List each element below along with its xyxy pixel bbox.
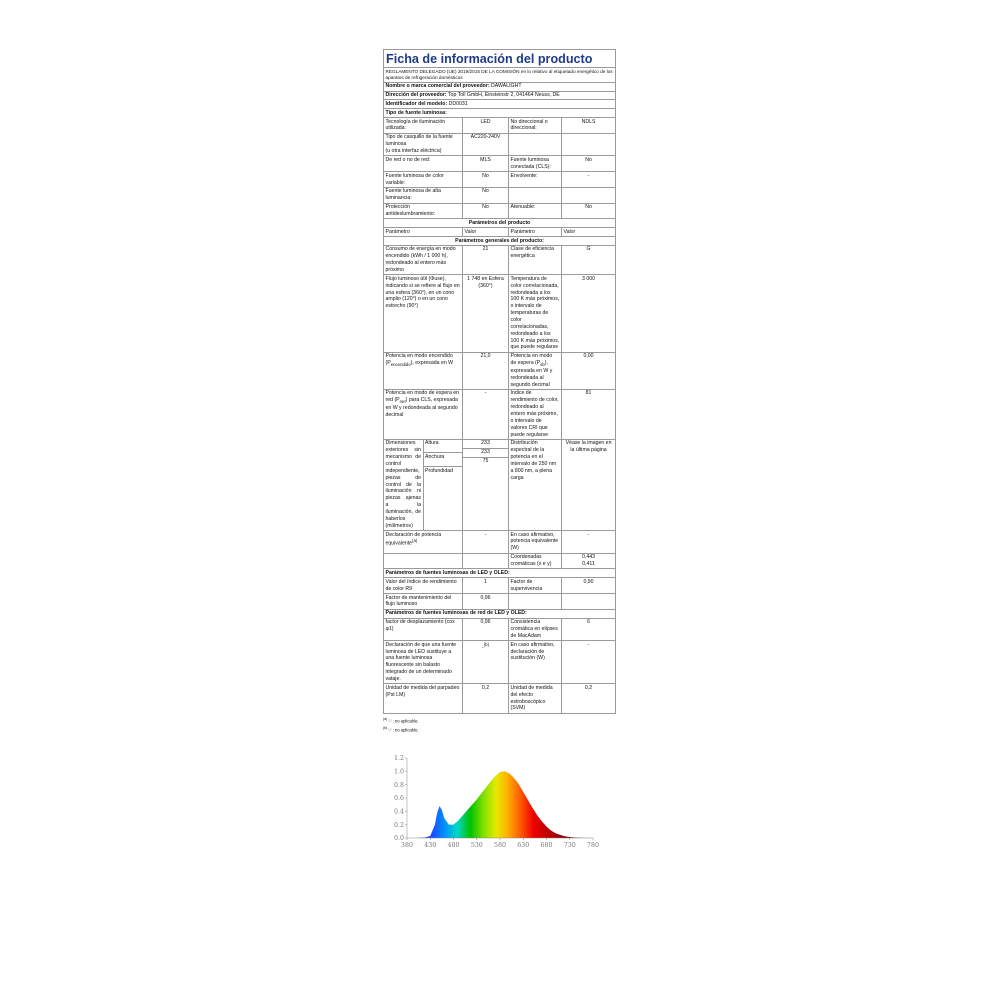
on-power-label: Potencia en modo encendido $(P_{encendido})$, expresada en W: [384, 352, 463, 389]
product-params-heading: Parámetros del producto: [384, 219, 616, 228]
address-row: [384, 91, 616, 100]
x-tick-label: 630: [517, 842, 530, 849]
net-standby-row: [384, 389, 616, 439]
x-tick-label: 780: [586, 842, 600, 849]
equivalent-power-value: -: [562, 531, 616, 554]
light-source-type-rows: [384, 118, 616, 219]
chromaticity-y: 0,411: [582, 561, 595, 568]
maintenance-value: 0,96: [463, 594, 509, 610]
flicker-row: [384, 684, 616, 713]
survival-value: 0,90: [562, 578, 616, 594]
type-value: No: [562, 156, 616, 172]
equivalent-label: Declaración de potencia equivalente$^{(a)}$: [384, 531, 463, 554]
light-source-type-heading: Tipo de fuente luminosa:: [384, 109, 616, 118]
param-header-row: [384, 228, 616, 237]
type-value: No: [463, 187, 509, 203]
type-label: Fuente luminosa de color variable:: [384, 172, 463, 188]
type-label: De red o no de red:: [384, 156, 463, 172]
flux-value: 1 748 en Esfera (360°): [463, 275, 509, 352]
type-value: -: [562, 172, 616, 188]
cri-value: 81: [562, 389, 616, 439]
type-label: [509, 187, 562, 203]
dimensions-values-cell: [463, 439, 509, 530]
type-label: Fuente luminosa de alta luminancia:: [384, 187, 463, 203]
cri-label: Índice de rendimiento de color, redondeado al entero más próximo, o intervalo de valores CRI que puede regularse: [509, 389, 562, 439]
type-row: [384, 133, 616, 156]
type-label: Tecnología de iluminación utilizada:: [384, 118, 463, 134]
dim-width-value: 233: [463, 449, 508, 458]
maintenance-row: [384, 594, 616, 610]
y-tick-label: 1.2: [393, 755, 404, 763]
standby-value: 0,00: [562, 352, 616, 389]
dim-width-label: Anchura: [423, 453, 463, 467]
supplier-row: [384, 82, 616, 91]
chromaticity-x: 0,443: [582, 554, 596, 561]
chromaticity-row: [384, 553, 616, 569]
x-tick-label: 730: [563, 842, 576, 849]
type-row: [384, 187, 616, 203]
standby-label: Potencia en modo de espera $(P_{sb})$, expresada en W y redondeada al segundo decimal: [509, 352, 562, 389]
dimensions-subtable: [384, 440, 463, 530]
y-tick-label: 0.6: [393, 795, 404, 803]
type-label: Tipo de casquillo de la fuente luminosa (u otra interfaz eléctrica): [384, 133, 463, 156]
efficiency-class-value: G: [562, 245, 616, 274]
r9-label: Valor del índice de rendimiento de color R9: [384, 578, 463, 594]
y-tick-label: 0.4: [393, 808, 404, 816]
type-label: Envolvente:: [509, 172, 562, 188]
model-row: [384, 100, 616, 109]
svm-value: 0,2: [562, 684, 616, 713]
dimensions-cell: [384, 439, 463, 530]
type-value: AC220-240V: [463, 133, 509, 156]
type-value: [562, 133, 616, 156]
equivalent-power-row: [384, 531, 616, 554]
x-tick-label: 430: [424, 842, 437, 849]
energy-row: [384, 245, 616, 274]
chromaticity-label: Coordenadas cromáticas (x e y): [509, 553, 562, 569]
x-tick-label: 480: [447, 842, 460, 849]
net-standby-value: -: [463, 389, 509, 439]
spectral-label: Distribución espectral de la potencia en el intervalo de 250 nm a 800 nm, a plena carga: [509, 439, 562, 530]
chromaticity-empty-1: [384, 553, 463, 569]
address-value: Top Toll GmbH, Einsteinstr 2, 041464 Neuss, DE: [447, 92, 560, 99]
flicker-value: 0,2: [463, 684, 509, 713]
displacement-label: factor de desplazamiento (cos φ1): [384, 618, 463, 641]
replacement-claim-label: En caso afirmativo, declaración de sustitución (W): [509, 641, 562, 684]
energy-value: 21: [463, 245, 509, 274]
r9-value: 1: [463, 578, 509, 594]
dimensions-row: [384, 439, 616, 530]
chromaticity-empty-2: [463, 553, 509, 569]
y-tick-label: 0.2: [393, 821, 404, 829]
mains-led-params-heading: Parámetros de fuentes luminosas de red de LED y OLED:: [384, 609, 616, 618]
dim-height-value: 233: [463, 440, 508, 449]
chromaticity-values: [562, 553, 616, 569]
dim-height-label: Altura: [423, 440, 463, 453]
x-tick-label: 380: [400, 842, 414, 849]
y-tick-label: 0.0: [393, 835, 404, 843]
type-value: LED: [463, 118, 509, 134]
svm-label: Unidad de medida del efecto estroboscópico (SVM): [509, 684, 562, 713]
cct-value: 3 000: [562, 275, 616, 352]
replacement-label: Declaración de que una fuente luminosa de LED sustituye a una fuente luminosa fluorescente sin balasto integrado de un determinado vataje.: [384, 641, 463, 684]
type-value: No: [562, 203, 616, 219]
param-header-2: Parámetro: [509, 228, 562, 237]
consistency-label: Consistencia cromática en elipses de MacAdam: [509, 618, 562, 641]
footnote-a: $^{(a)}$ '-' : no aplicable;: [383, 716, 419, 724]
survival-label: Factor de supervivencia: [509, 578, 562, 594]
flux-label: Flujo luminoso útil (Φuse), indicando si se refiere al flujo en una esfera (360°), en un cono amplio (120°) o en un cono estrecho (90°): [384, 275, 463, 352]
x-tick-label: 530: [470, 842, 483, 849]
model-label: Identificador del modelo:: [385, 100, 448, 107]
type-value: MLS: [463, 156, 509, 172]
r9-row: [384, 578, 616, 594]
dimensions-label: Dimensiones exteriores sin mecanismo de control independiente, piezas de control de la iluminación ni piezas ajenas a la iluminación, de haberlos (milímetros): [385, 440, 421, 529]
flicker-label: Unidad de medida del parpadeo (Pst LM): [384, 684, 463, 713]
type-value: [562, 187, 616, 203]
on-power-value: 21,0: [463, 352, 509, 389]
type-label: Protección antideslumbramiento:: [384, 203, 463, 219]
replacement-row: [384, 641, 616, 684]
product-information-sheet: [383, 49, 615, 735]
energy-label: Consumo de energía en modo encendido (kWh / 1 000 h), redondeado al entero más próximo: [384, 245, 463, 274]
replacement-value: -$^{(b)}$: [463, 641, 509, 684]
type-value: No: [463, 203, 509, 219]
net-standby-label: Potencia en modo de espera en red $(P_{net})$ para CLS, expresada en W y redondeada al segundo decimal: [384, 389, 463, 439]
equivalent-power-label: En caso afirmativo, potencia equivalente (W): [509, 531, 562, 554]
footnotes: [383, 716, 615, 735]
consistency-value: 6: [562, 618, 616, 641]
model-value: DD0031: [448, 100, 468, 107]
displacement-row: [384, 618, 616, 641]
product-info-table: [383, 49, 616, 714]
spectral-distribution-chart: [385, 752, 603, 852]
efficiency-class-label: Clase de eficiencia energética: [509, 245, 562, 274]
sheet-title: Ficha de información del producto: [384, 50, 616, 68]
y-tick-label: 1.0: [393, 768, 404, 776]
type-value: NDLS: [562, 118, 616, 134]
type-value: No: [463, 172, 509, 188]
y-tick-label: 0.8: [393, 781, 404, 789]
param-header-1: Parámetro: [384, 228, 463, 237]
maintenance-empty-2: [562, 594, 616, 610]
type-row: [384, 172, 616, 188]
maintenance-label: Factor de mantenimiento del flujo luminoso: [384, 594, 463, 610]
replacement-claim-value: -: [562, 641, 616, 684]
type-label: Fuente luminosa conectada (CLS):: [509, 156, 562, 172]
regulation-text: REGLAMENTO DELEGADO (UE) 2019/2015 DE LA COMISIÓN en lo relativo al etiquetado energético de los aparatos de refrigeración domésticos: [384, 68, 616, 82]
type-row: [384, 203, 616, 219]
address-label: Dirección del proveedor:: [385, 92, 447, 99]
value-header-1: Valor: [463, 228, 509, 237]
general-params-heading: Parámetros generales del producto:: [384, 237, 616, 246]
x-tick-label: 680: [540, 842, 553, 849]
on-power-row: [384, 352, 616, 389]
type-row: [384, 156, 616, 172]
footnote-b: $^{(b)}$ '-' : no aplicable;: [383, 726, 419, 733]
led-params-heading: Parámetros de fuentes luminosas de LED y OLED:: [384, 569, 616, 578]
equivalent-value: -: [463, 531, 509, 554]
spectral-value: Véase la imagen en la última página: [562, 439, 616, 530]
supplier-label: Nombre o marca comercial del proveedor:: [385, 83, 490, 90]
type-row: [384, 118, 616, 134]
type-label: [509, 133, 562, 156]
x-tick-label: 580: [493, 842, 507, 849]
cct-label: Temperatura de color correlacionada, redondeada a los 100 K más próximos, o intervalo de temperaturas de color correlacionadas, redondeado a los 100 K más próximos, que puede regularse: [509, 275, 562, 352]
type-label: Atenuable:: [509, 203, 562, 219]
maintenance-empty-1: [509, 594, 562, 610]
flux-row: [384, 275, 616, 352]
dim-depth-label: Profundidad: [425, 467, 453, 474]
spectrum-area: [407, 771, 593, 838]
supplier-value: DAWALIGHT: [491, 83, 522, 90]
type-label: No direccional o direccional:: [509, 118, 562, 134]
value-header-2: Valor: [562, 228, 616, 237]
dim-depth-value: 75: [482, 458, 489, 465]
displacement-value: 0,96: [463, 618, 509, 641]
